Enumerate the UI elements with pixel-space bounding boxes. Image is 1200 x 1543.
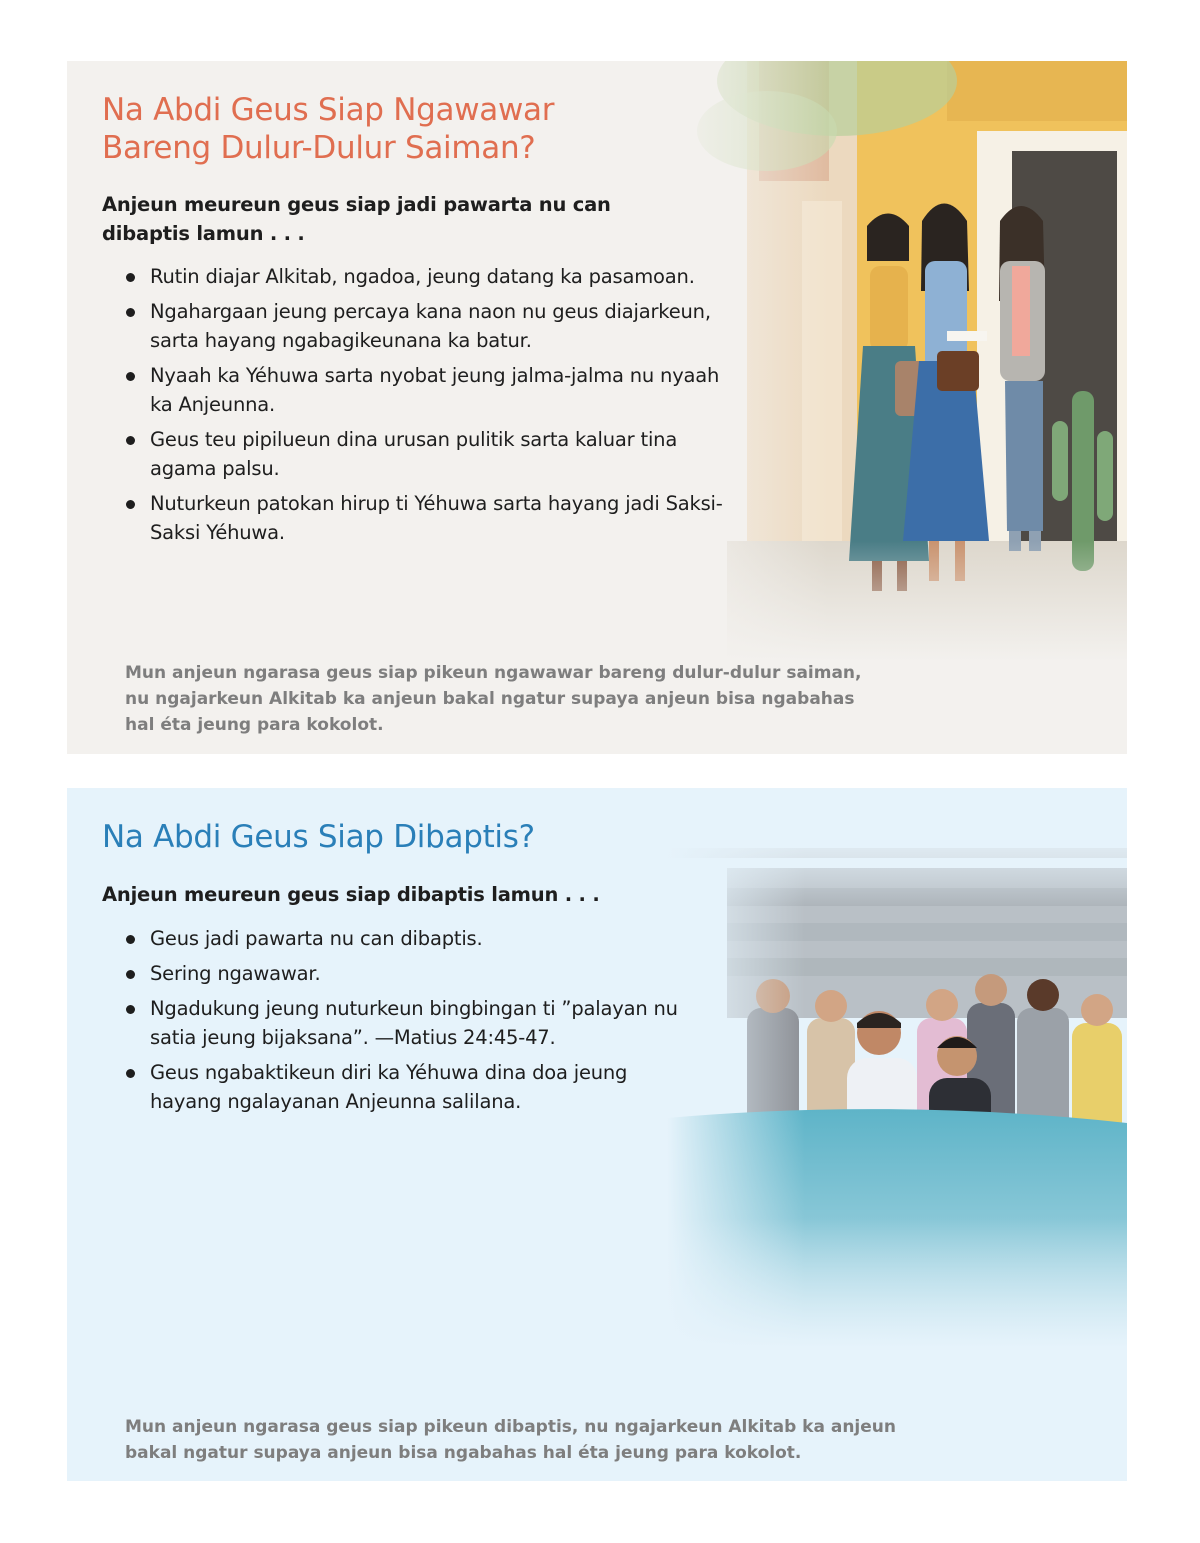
list-item: [125, 361, 725, 419]
list-item: [125, 994, 685, 1052]
list-item-text: Geus jadi pawarta nu can dibaptis.: [150, 927, 483, 950]
section-lead: Anjeun meureun geus siap jadi pawarta nu can dibaptis lamun . . .: [102, 193, 611, 245]
section-note: Mun anjeun ngarasa geus siap pikeun dibaptis, nu ngajarkeun Alkitab ka anjeun bakal ngatur supaya anjeun bisa ngabahas hal éta jeung para kokolot.: [125, 1417, 896, 1463]
section-lead: Anjeun meureun geus siap dibaptis lamun . . .: [102, 883, 600, 906]
list-item-text: Geus ngabaktikeun diri ka Yéhuwa dina doa jeung hayang ngalayanan Anjeunna salilana.: [150, 1061, 628, 1113]
bullet-icon: [126, 970, 135, 979]
list-item: [125, 1058, 685, 1116]
bullet-icon: [126, 1005, 135, 1014]
bullet-icon: [126, 436, 135, 445]
section-title: Na Abdi Geus Siap Ngawawar Bareng Dulur-Dulur Saiman?: [102, 92, 555, 166]
list-item: [125, 425, 725, 483]
door-to-door-illustration: [667, 61, 1127, 661]
list-item-text: Rutin diajar Alkitab, ngadoa, jeung datang ka pasamoan.: [150, 265, 695, 288]
criteria-list: [125, 924, 685, 1122]
list-item: [125, 262, 725, 291]
list-item-text: Geus teu pipilueun dina urusan pulitik sarta kaluar tina agama palsu.: [150, 428, 678, 480]
section-title: Na Abdi Geus Siap Dibaptis?: [102, 819, 535, 855]
list-item-text: Sering ngawawar.: [150, 962, 321, 985]
baptism-readiness-card: [67, 788, 1127, 1481]
bullet-icon: [126, 372, 135, 381]
bullet-icon: [126, 935, 135, 944]
list-item-text: Nuturkeun patokan hirup ti Yéhuwa sarta hayang jadi Saksi-Saksi Yéhuwa.: [150, 492, 723, 544]
criteria-list: [125, 262, 725, 553]
list-item: [125, 924, 685, 953]
section-note: Mun anjeun ngarasa geus siap pikeun ngawawar bareng dulur-dulur saiman, nu ngajarkeun Alkitab ka anjeun bakal ngatur supaya anjeun bisa ngabahas hal éta jeung para kokolot.: [125, 663, 862, 735]
baptism-illustration: [667, 828, 1127, 1348]
bullet-icon: [126, 1069, 135, 1078]
list-item: [125, 297, 725, 355]
bullet-icon: [126, 500, 135, 509]
list-item-text: Nyaah ka Yéhuwa sarta nyobat jeung jalma-jalma nu nyaah ka Anjeunna.: [150, 364, 720, 416]
list-item: [125, 959, 685, 988]
bullet-icon: [126, 273, 135, 282]
list-item-text: Ngadukung jeung nuturkeun bingbingan ti ”palayan nu satia jeung bijaksana”. —Matius 24:45-47.: [150, 997, 678, 1049]
list-item-text: Ngahargaan jeung percaya kana naon nu geus diajarkeun, sarta hayang ngabagikeunana ka batur.: [150, 300, 711, 352]
ministry-readiness-card: [67, 61, 1127, 754]
list-item: [125, 489, 725, 547]
bullet-icon: [126, 308, 135, 317]
